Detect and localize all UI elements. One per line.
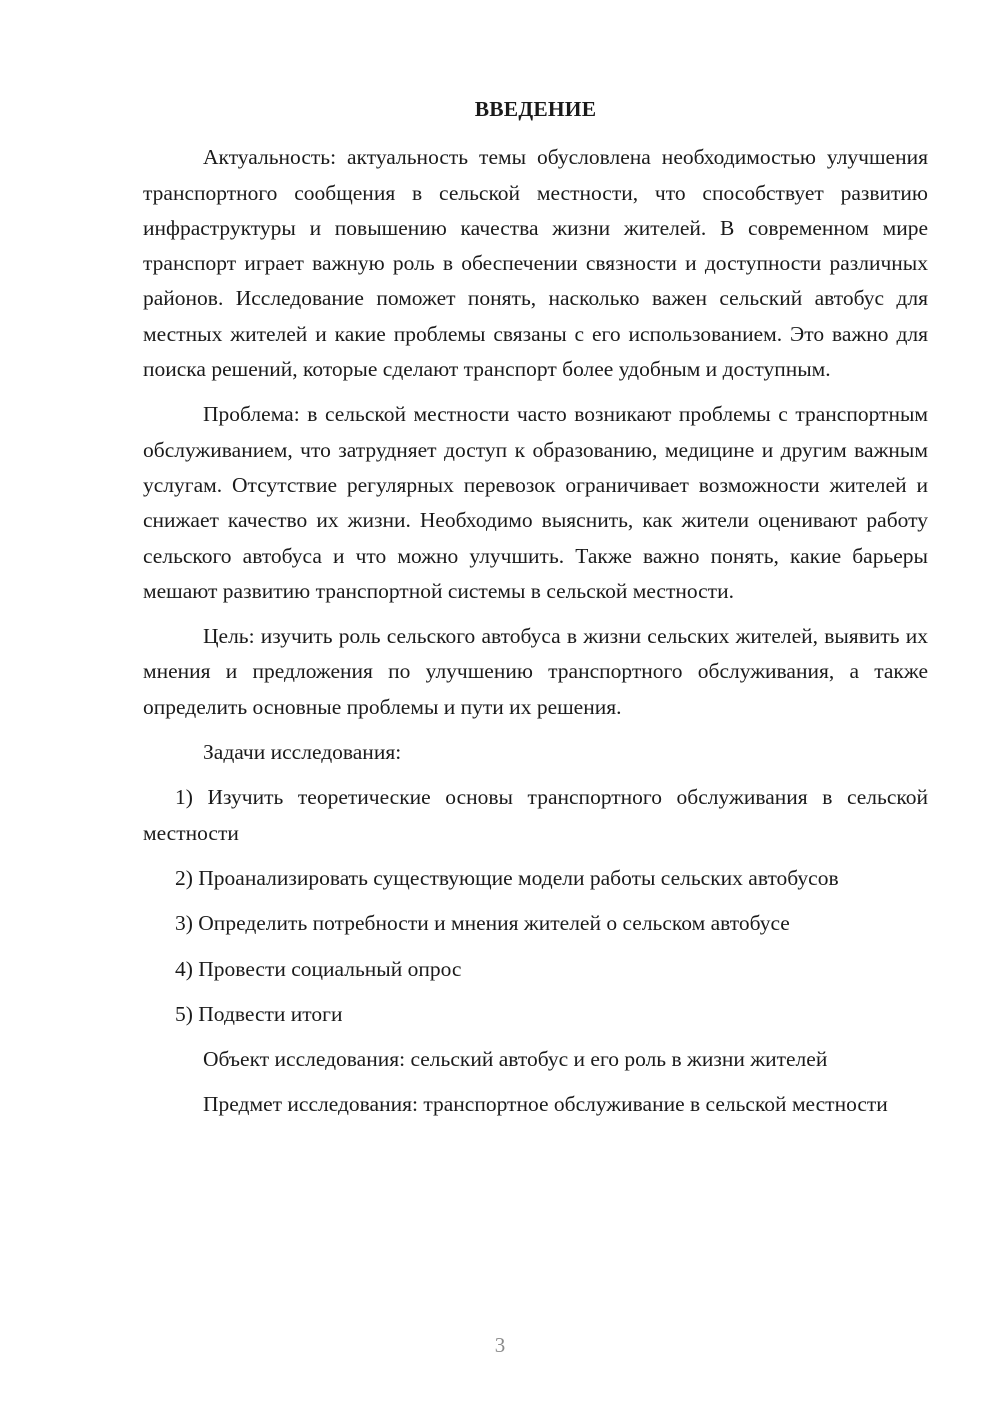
task-item-5: 5) Подвести итоги <box>175 1001 343 1026</box>
paragraph-subject: Предмет исследования: транспортное обслуживание в сельской местности <box>203 1092 888 1117</box>
document-page <box>143 92 928 1133</box>
paragraph-object: Объект исследования: сельский автобус и его роль в жизни жителей <box>203 1047 828 1072</box>
paragraph-goal: Цель: изучить роль сельского автобуса в жизни сельских жителей, выявить их мнения и предложения по улучшению транспортного обслуживания, а также определить основные проблемы и пути их решения. <box>143 624 928 719</box>
tasks-title: Задачи исследования: <box>203 740 402 765</box>
section-heading: ВВЕДЕНИЕ <box>474 97 597 121</box>
task-item-3: 3) Определить потребности и мнения жителей о сельском автобусе <box>175 911 790 936</box>
paragraph-relevance: Актуальность: актуальность темы обусловлена необходимостью улучшения транспортного сообщения в сельской местности, что способствует развитию инфраструктуры и повышению качества жизни жителей. В современном мире транспорт играет важную роль в обеспечении связности и доступности различных районов. Исследование поможет понять, насколько важен сельский автобус для местных жителей и какие проблемы связаны с его использованием. Это важно для поиска решений, которые сделают транспорт более удобным и доступным. <box>143 145 928 382</box>
page-number: 3 <box>494 1333 506 1357</box>
task-item-2: 2) Проанализировать существующие модели работы сельских автобусов <box>175 865 839 890</box>
paragraph-problem: Проблема: в сельской местности часто возникают проблемы с транспортным обслуживанием, что затрудняет доступ к образованию, медицине и другим важным услугам. Отсутствие регулярных перевозок ограничивает возможности жителей и снижает качество их жизни. Необходимо выяснить, как жители оценивают работу сельского автобуса и что можно улучшить. Также важно понять, какие барьеры мешают развитию транспортной системы в сельской местности. <box>143 402 928 603</box>
task-item-1: 1) Изучить теоретические основы транспортного обслуживания в сельской местности <box>143 785 928 845</box>
task-item-4: 4) Провести социальный опрос <box>175 956 462 981</box>
